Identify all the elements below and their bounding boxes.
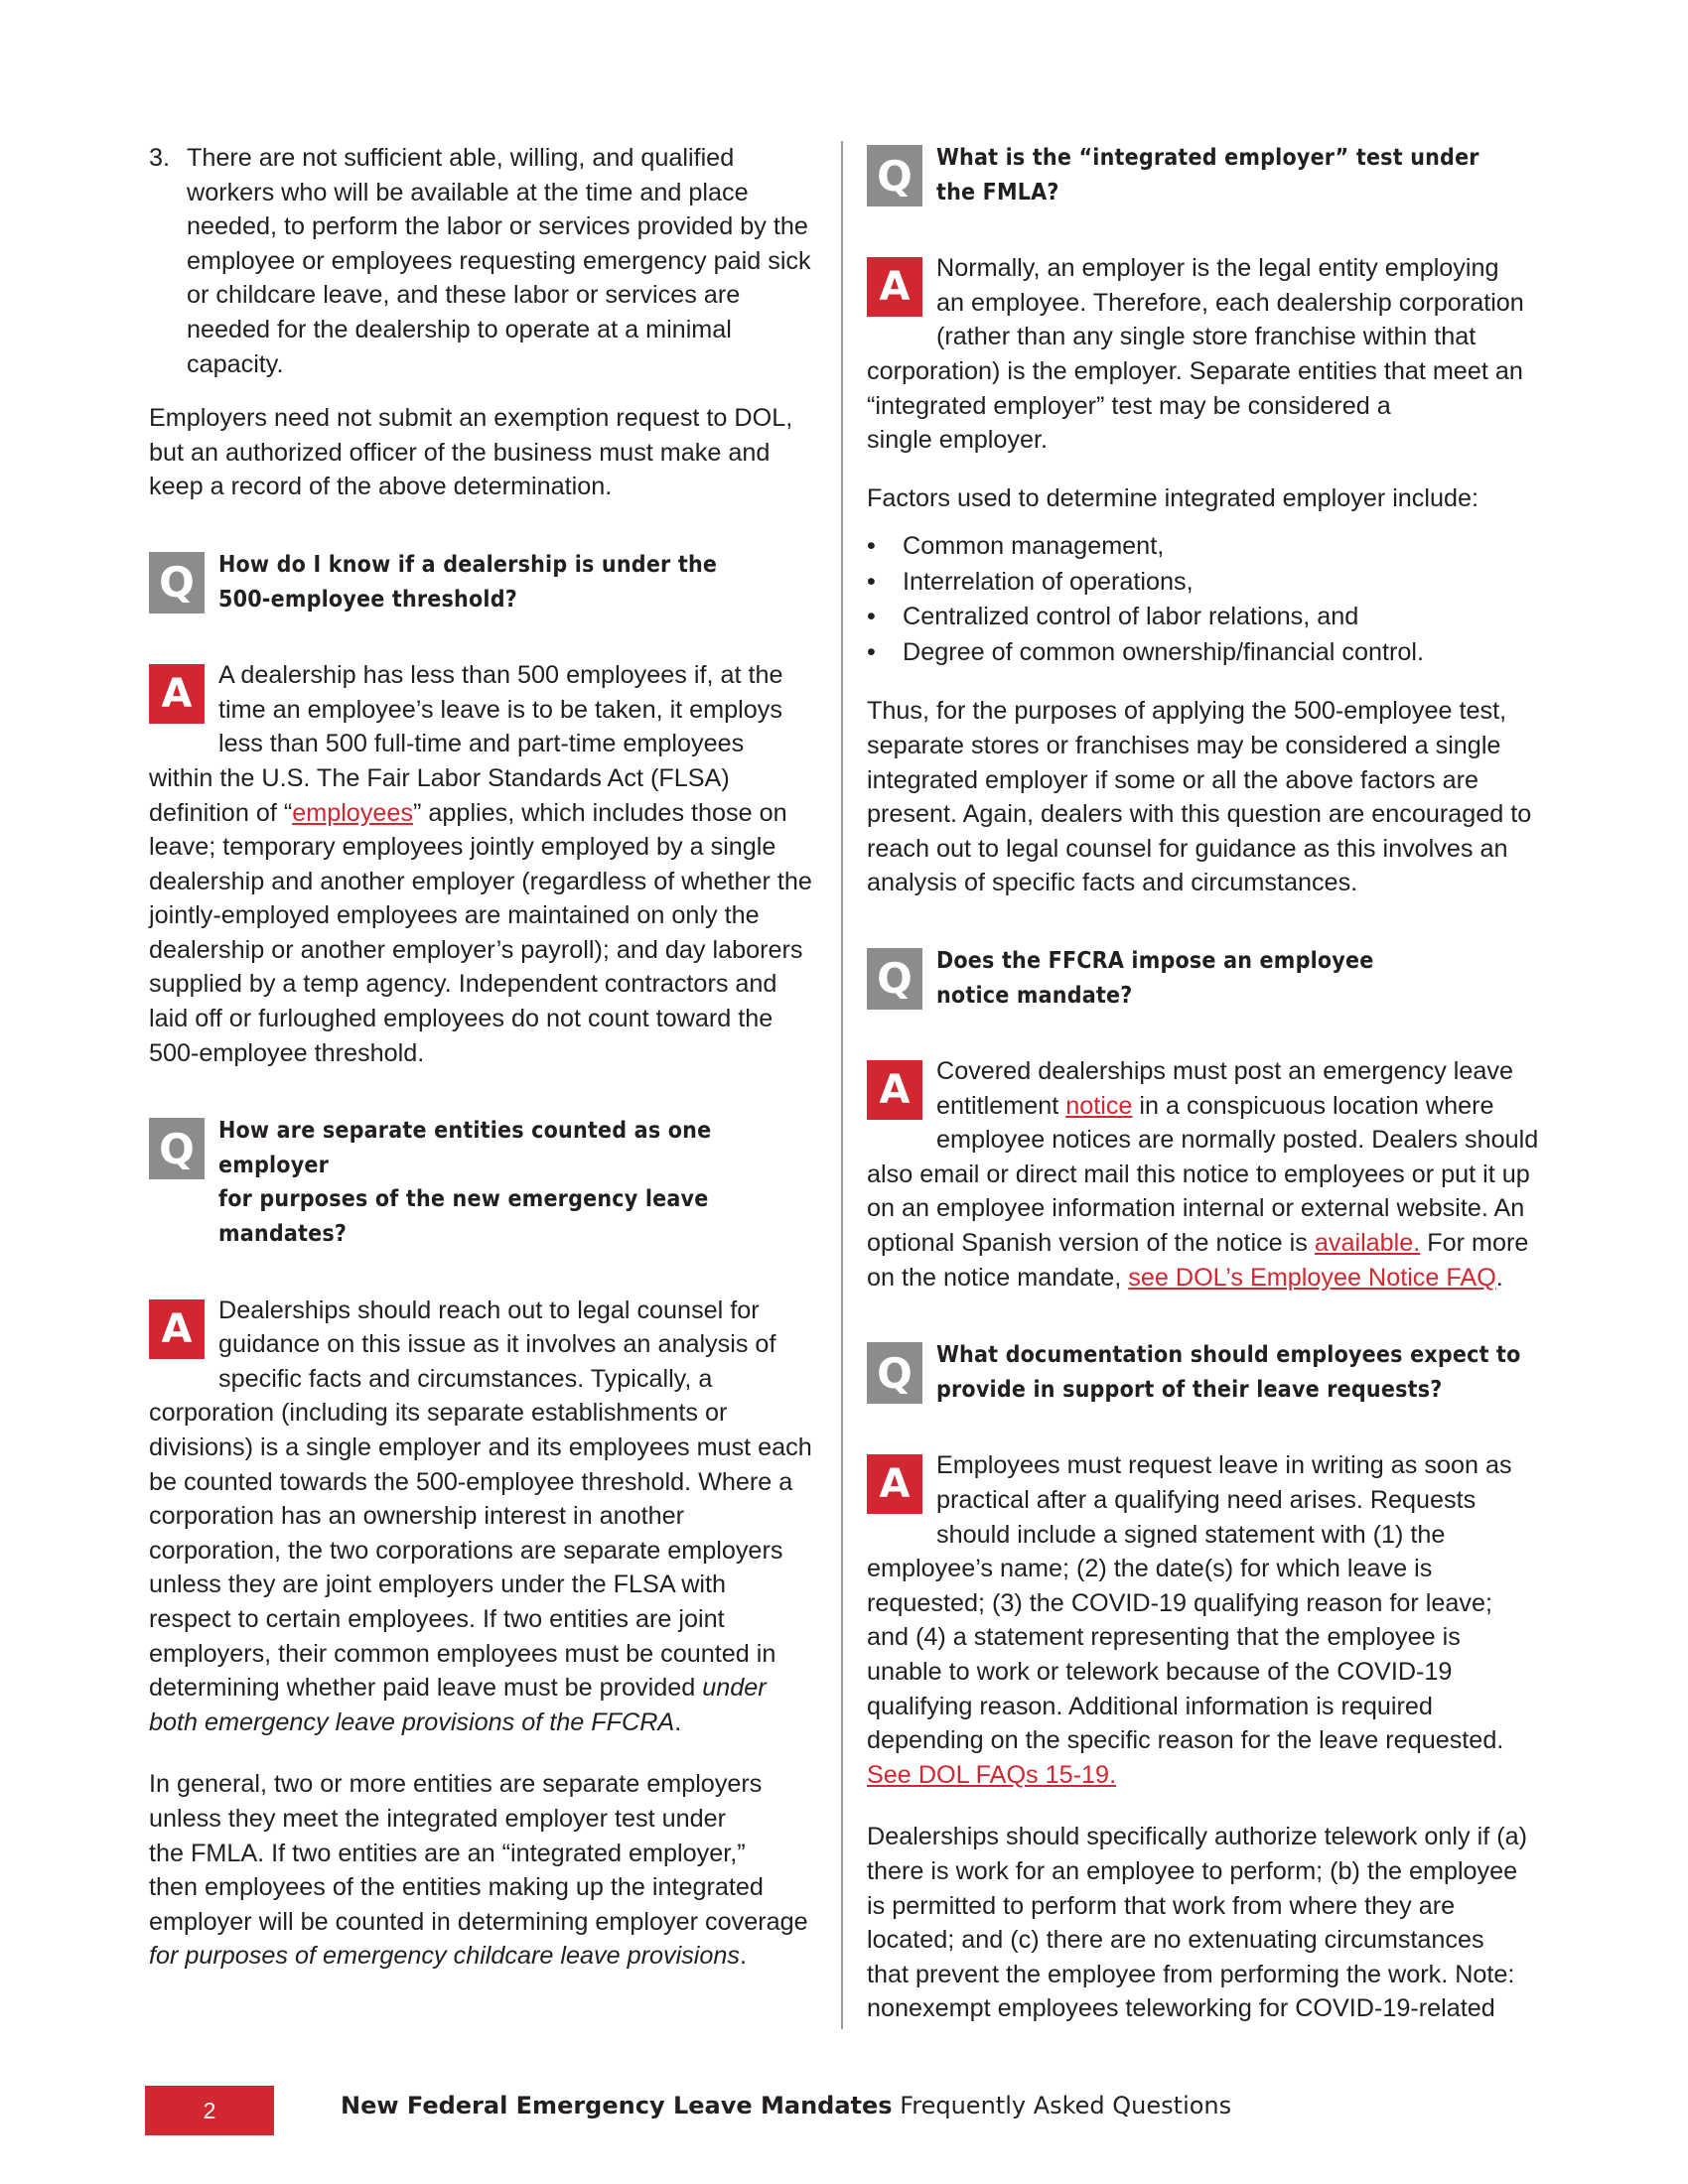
bullet-icon: • [867, 603, 876, 631]
exemption-paragraph: Employers need not submit an exemption request to DOL, but an authorized officer of the business must make and keep a record of the above determination. [149, 404, 793, 501]
question-text: What is the “integrated employer” test under the FMLA? [936, 145, 1479, 205]
answer-badge: A [867, 1454, 922, 1514]
list-item-3 [149, 141, 818, 381]
question-badge: Q [867, 948, 922, 1010]
answer-text: Covered dealerships must post an emergency leave entitlement notice in a conspicuous location where employee notices are normally posted. Dealers should also email or direct mail this notice to employees or put it up on an employee information internal or external website. An optional Spanish version of the notice is available. For more on the notice mandate, see DOL’s Employee Notice FAQ. [867, 1057, 1539, 1292]
bullet-icon: • [867, 532, 876, 561]
employees-link[interactable]: employees [292, 798, 414, 827]
answer-text: A dealership has less than 500 employees if, at the time an employee’s leave is to be taken, it employs less than 500 full-time and part-time employees within the U.S. The Fair Labor Standards Act (FLSA) definition of “employees” applies, which includes those on leave; temporary employees jointly employed by a single dealership and another employer (regardless of whether the jointly-employed employees are maintained on only the dealership or another employer’s payroll); and day laborers supplied by a temp agency. Independent contractors and laid off or furloughed employees do not count toward the 500-employee threshold. [149, 661, 812, 1067]
dol-faqs-link[interactable]: See DOL FAQs 15-19. [867, 1760, 1117, 1789]
bullet-icon: • [867, 637, 876, 666]
question-text: How are separate entities counted as one employer for purposes of the new emergency leave mandates? [218, 1118, 712, 1248]
answer-badge: A [149, 1299, 205, 1359]
question-separate-entities [149, 1114, 818, 1251]
page-number-badge [145, 2086, 274, 2135]
answer-integrated-employer [867, 251, 1540, 458]
list-item: • Centralized control of labor relations, and [867, 600, 1540, 635]
right-column [867, 141, 1540, 2026]
question-badge: Q [867, 145, 922, 206]
employee-notice-faq-link[interactable]: see DOL’s Employee Notice FAQ [1128, 1263, 1496, 1292]
question-badge: Q [867, 1342, 922, 1404]
answer-badge: A [149, 664, 205, 724]
answer-separate-entities [149, 1294, 818, 1740]
footer-title-rest: Frequently Asked Questions [892, 2092, 1232, 2119]
question-text: How do I know if a dealership is under the 500-employee threshold? [218, 551, 718, 613]
answer-badge: A [867, 1060, 922, 1120]
list-item-text: There are not sufficient able, willing, and qualified workers who will be available at the time and place needed, to perform the labor or services provided by the employee or employees requesting emergency paid sick or childcare leave, and these labor or services are needed for the dealership to operate at a minimal capacity. [187, 144, 811, 378]
question-threshold [149, 548, 818, 616]
column-divider [841, 141, 843, 2029]
question-badge: Q [149, 552, 205, 614]
answer-threshold [149, 658, 818, 1070]
thus-paragraph: Thus, for the purposes of applying the 500-employee test, separate stores or franchises may be considered a single integrated employer if some or all the above factors are present. Again, dealers with this question are encouraged to reach out to legal counsel for guidance as this involves an analysis of specific facts and circumstances. [867, 697, 1532, 897]
factors-list [867, 529, 1540, 670]
factors-intro: Factors used to determine integrated employer include: [867, 483, 1479, 512]
list-item: • Degree of common ownership/financial control. [867, 635, 1540, 671]
spanish-notice-link[interactable]: available. [1314, 1229, 1421, 1258]
question-integrated-employer [867, 141, 1540, 209]
list-item-number: 3. [149, 144, 171, 172]
page-number: 2 [203, 2097, 216, 2123]
answer-notice-mandate [867, 1054, 1540, 1295]
list-item: • Common management, [867, 529, 1540, 565]
footer-title [341, 2092, 1231, 2119]
question-notice-mandate [867, 944, 1540, 1013]
answer-badge: A [867, 257, 922, 317]
question-badge: Q [149, 1118, 205, 1179]
general-paragraph: In general, two or more entities are separate employers unless they meet the integrated employer test under the FMLA. If two entities are an “integrated employer,” then employees of the entities making up the integrated employer will be counted in determining employer coverage for purposes of emergency childcare leave provisions. [149, 1770, 808, 1971]
question-documentation [867, 1338, 1540, 1407]
list-item: • Interrelation of operations, [867, 565, 1540, 601]
answer-text: Dealerships should reach out to legal counsel for guidance on this issue as it involves an analysis of specific facts and circumstances. Typically, a corporation (including its separate establishments or divisions) is a single employer and its employees must each be counted towards the 500-employee threshold. Where a corporation has an ownership interest in another corporation, the two corporations are separate employers unless they are joint employers under the FLSA with respect to certain employees. If two entities are joint employers, their common employees must be counted in determining whether paid leave must be provided under both emergency leave provisions of the FFCRA. [149, 1296, 812, 1736]
bullet-icon: • [867, 567, 876, 596]
question-text: Does the FFCRA impose an employee notice mandate? [936, 947, 1374, 1009]
answer-text: Normally, an employer is the legal entity employing an employee. Therefore, each dealership corporation (rather than any single store franchise within that corporation) is the employer. Separate entities that meet an “integrated employer” test may be considered a single employer. [867, 254, 1524, 455]
left-column [149, 141, 818, 1974]
notice-link[interactable]: notice [1065, 1091, 1133, 1120]
answer-text: Employees must request leave in writing as soon as practical after a qualifying need arises. Requests should include a signed statement with (1) the employee’s name; (2) the date(s) for which leave is requested; (3) the COVID-19 qualifying reason for leave; and (4) a statement representing that the employee is unable to work or telework because of the COVID-19 qualifying reason. Additional information is required depending on the specific reason for the leave requested. See DOL FAQs 15-19. [867, 1451, 1512, 1789]
answer-documentation [867, 1448, 1540, 1792]
question-text: What documentation should employees expect to provide in support of their leave requests? [936, 1342, 1521, 1403]
telework-paragraph: Dealerships should specifically authorize telework only if (a) there is work for an employee to perform; (b) the employee is permitted to perform that work from where they are located; and (c) there are no extenuating circumstances that prevent the employee from performing the work. Note: nonexempt employees teleworking for COVID-19-related [867, 1823, 1527, 2023]
footer-title-bold: New Federal Emergency Leave Mandates [341, 2092, 893, 2119]
